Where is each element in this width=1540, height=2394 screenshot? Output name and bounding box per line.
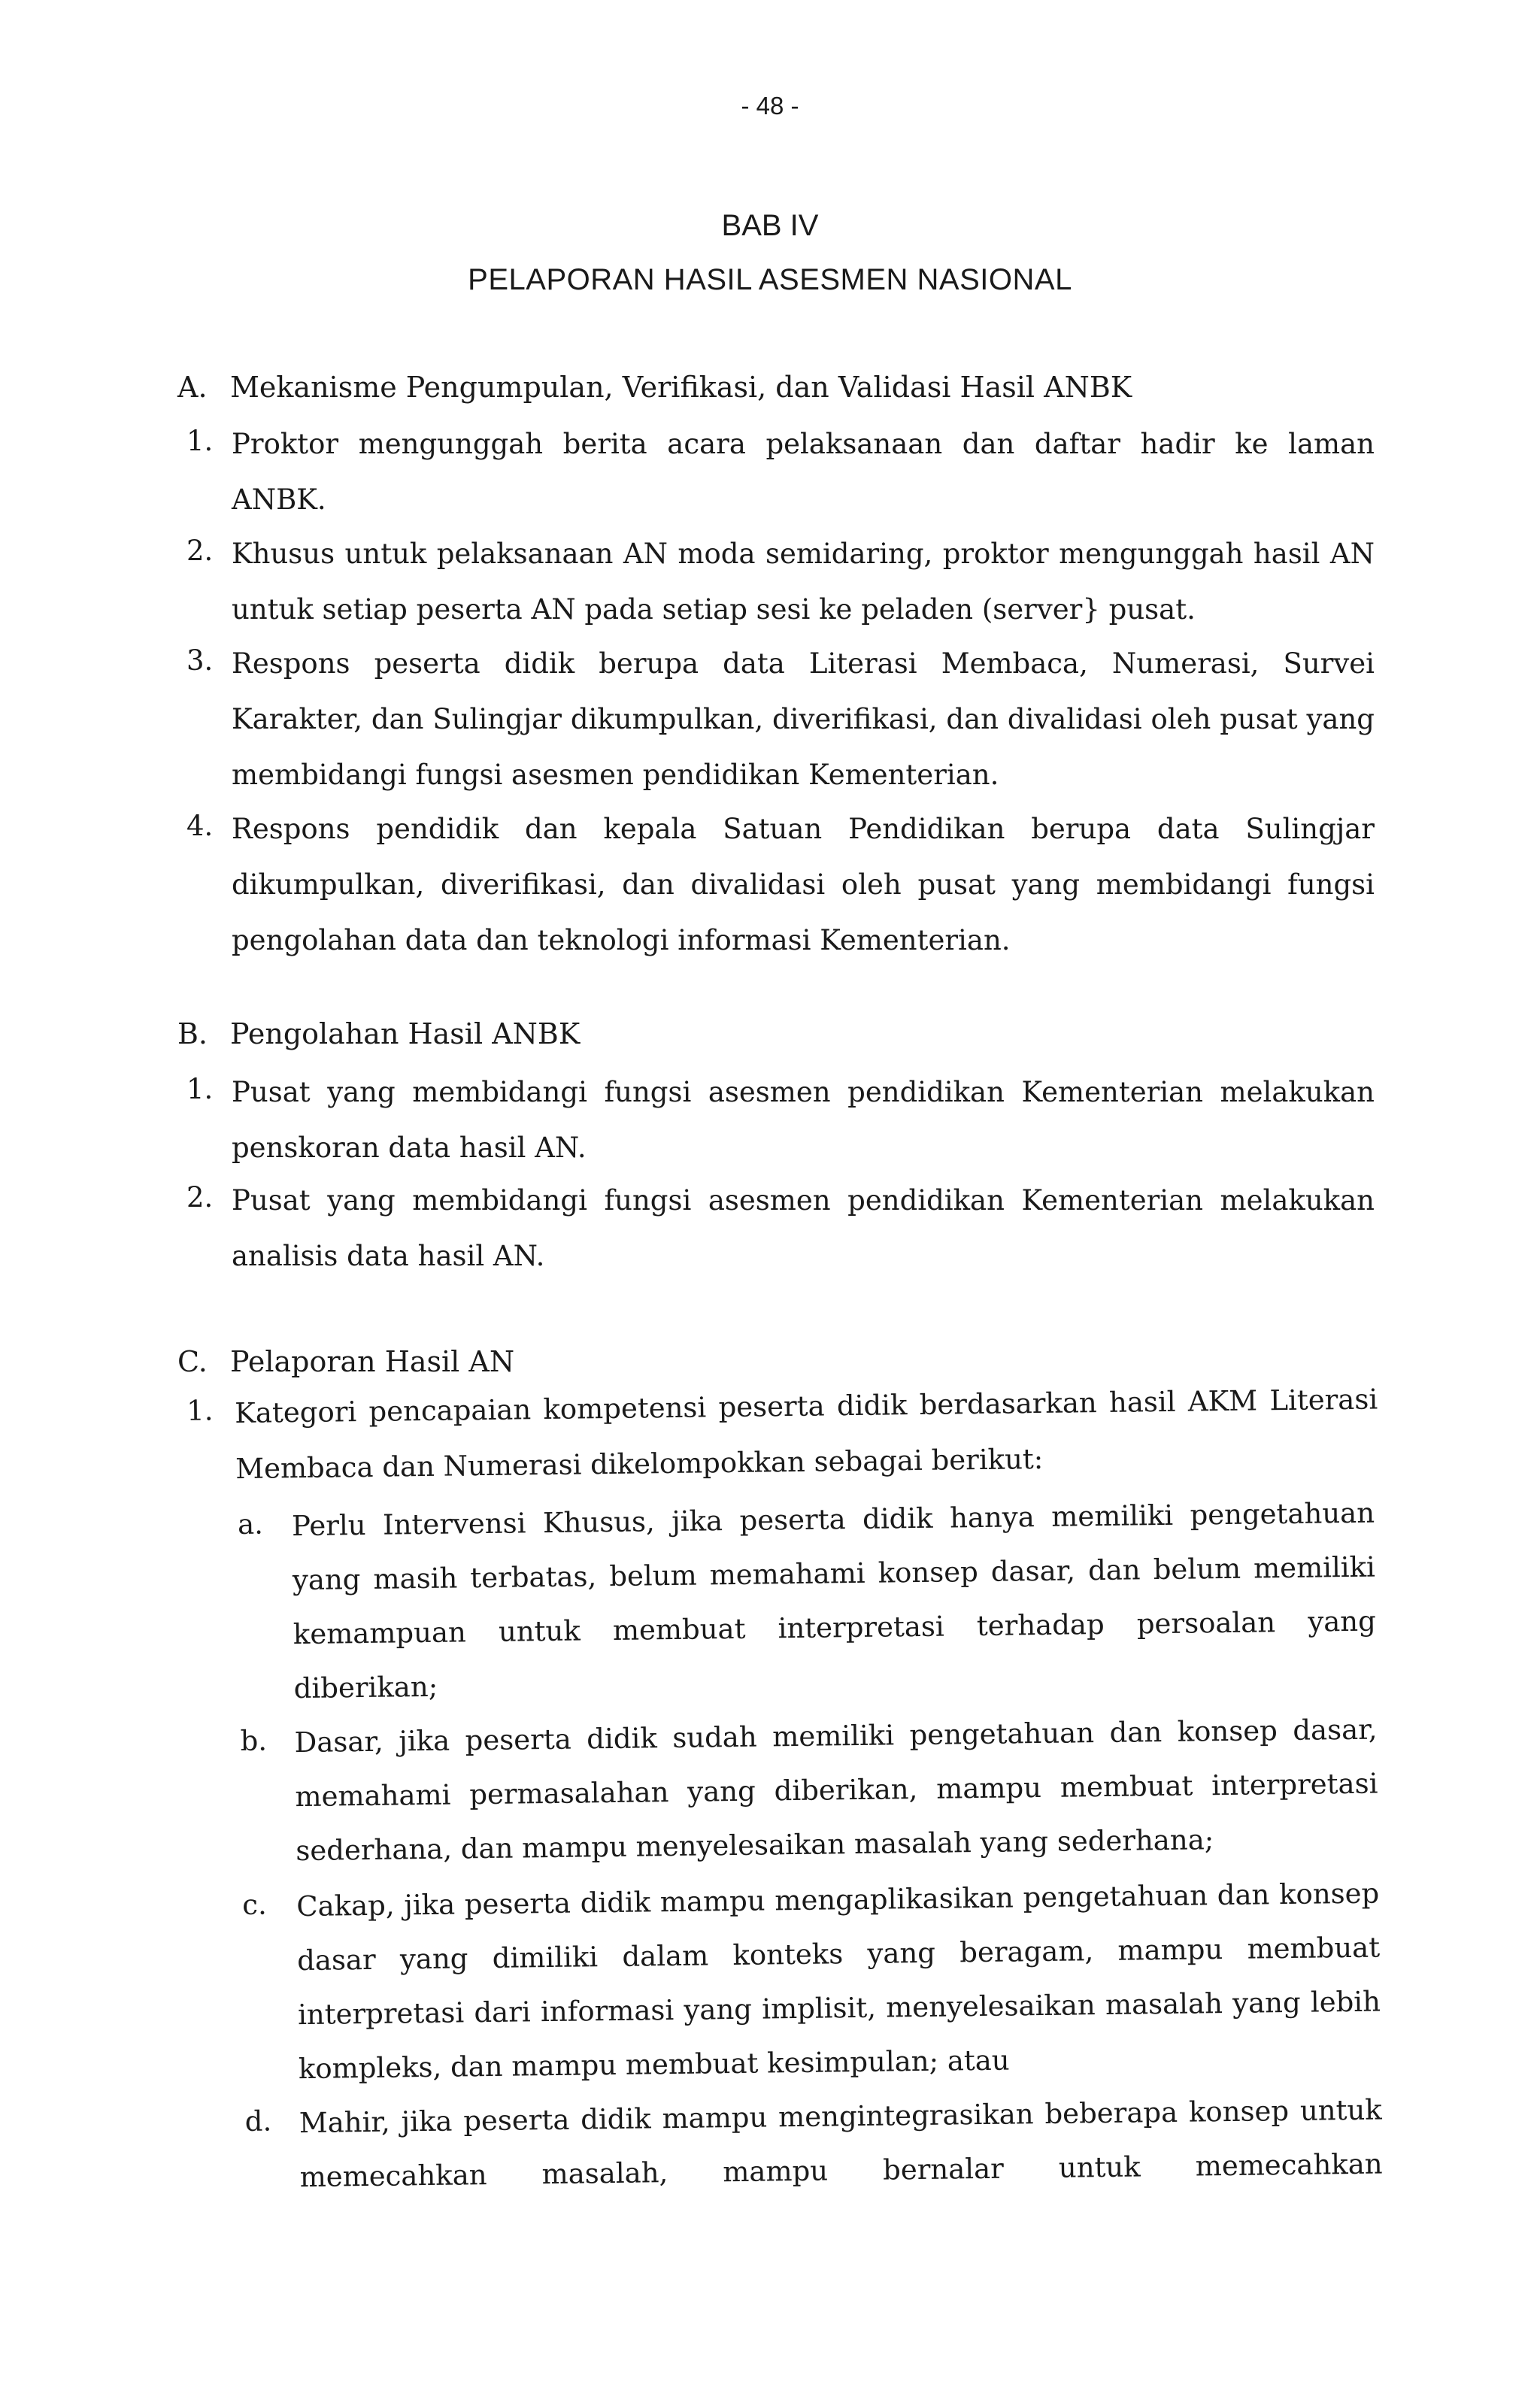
sub-list-item — [240, 1713, 1378, 1868]
section-label: C. — [177, 1345, 208, 1378]
section-label: B. — [177, 1017, 208, 1050]
section-label: A. — [177, 371, 208, 404]
sub-list-item — [241, 1877, 1381, 2086]
page-number: - 48 - — [741, 92, 799, 120]
item-text: Khusus untuk pelaksanaan AN moda semidaring, proktor mengunggah hasil AN untuk setiap peserta AN pada setiap sesi ke peladen (server} pusat. — [232, 538, 1375, 626]
item-text: Proktor mengunggah berita acara pelaksanaan dan daftar hadir ke laman ANBK. — [232, 428, 1375, 516]
item-text: Respons pendidik dan kepala Satuan Pendidikan berupa data Sulingjar dikumpulkan, diverifikasi, dan divalidasi oleh pusat yang membidangi fungsi pengolahan data dan teknologi informasi Kementerian. — [232, 813, 1375, 956]
item-number: 2. — [186, 535, 214, 567]
item-number: 1. — [186, 425, 214, 457]
sub-item-text: Cakap, jika peserta didik mampu mengaplikasikan pengetahuan dan konsep dasar yang dimiliki dalam konteks yang beragam, mampu membuat interpretasi dari informasi yang implisit, menyelesaikan masalah yang lebih kompleks, dan mampu membuat kesimpulan; atau — [296, 1877, 1381, 2086]
sub-item-letter: d. — [244, 2105, 272, 2138]
list-item — [177, 1383, 1378, 1486]
sub-list-item — [244, 2093, 1384, 2194]
item-number: 4. — [186, 810, 214, 842]
item-text: Respons peserta didik berupa data Literasi Membaca, Numerasi, Survei Karakter, dan Sulingjar dikumpulkan, diverifikasi, dan divalidasi oleh pusat yang membidangi fungsi asesmen pendidikan Kementerian. — [232, 647, 1375, 791]
section-title: Mekanisme Pengumpulan, Verifikasi, dan Validasi Hasil ANBK — [230, 371, 1132, 404]
item-number: 2. — [186, 1181, 214, 1214]
item-text: Pusat yang membidangi fungsi asesmen pendidikan Kementerian melakukan penskoran data hasil AN. — [232, 1076, 1375, 1164]
sub-item-letter: a. — [237, 1508, 264, 1541]
sub-item-letter: b. — [240, 1724, 268, 1758]
item-text: Kategori pencapaian kompetensi peserta didik berdasarkan hasil AKM Literasi Membaca dan Numerasi dikelompokkan sebagai berikut: — [235, 1383, 1378, 1486]
section-title: Pelaporan Hasil AN — [230, 1345, 515, 1378]
item-number: 1. — [186, 1073, 214, 1105]
chapter-heading: BAB IV — [721, 209, 819, 242]
item-text: Pusat yang membidangi fungsi asesmen pendidikan Kementerian melakukan analisis data hasil AN. — [232, 1184, 1375, 1272]
chapter-title: PELAPORAN HASIL ASESMEN NASIONAL — [468, 263, 1072, 296]
item-number: 1. — [186, 1394, 214, 1427]
sub-item-text: Mahir, jika peserta didik mampu mengintegrasikan beberapa konsep untuk memecahkan masalah, mampu bernalar untuk memecahkan — [299, 2093, 1383, 2194]
sub-item-letter: c. — [241, 1888, 268, 1921]
sub-list-item — [237, 1496, 1377, 1705]
sub-item-text: Perlu Intervensi Khusus, jika peserta didik hanya memiliki pengetahuan yang masih terbatas, belum memahami konsep dasar, dan belum memiliki kemampuan untuk membuat interpretasi terhadap persoalan yang diberikan; — [291, 1496, 1377, 1705]
section-title: Pengolahan Hasil ANBK — [230, 1017, 581, 1050]
item-number: 3. — [186, 644, 214, 677]
sub-item-text: Dasar, jika peserta didik sudah memiliki pengetahuan dan konsep dasar, memahami permasalahan yang diberikan, mampu membuat interpretasi sederhana, dan mampu menyelesaikan masalah yang sederhana; — [294, 1713, 1378, 1868]
